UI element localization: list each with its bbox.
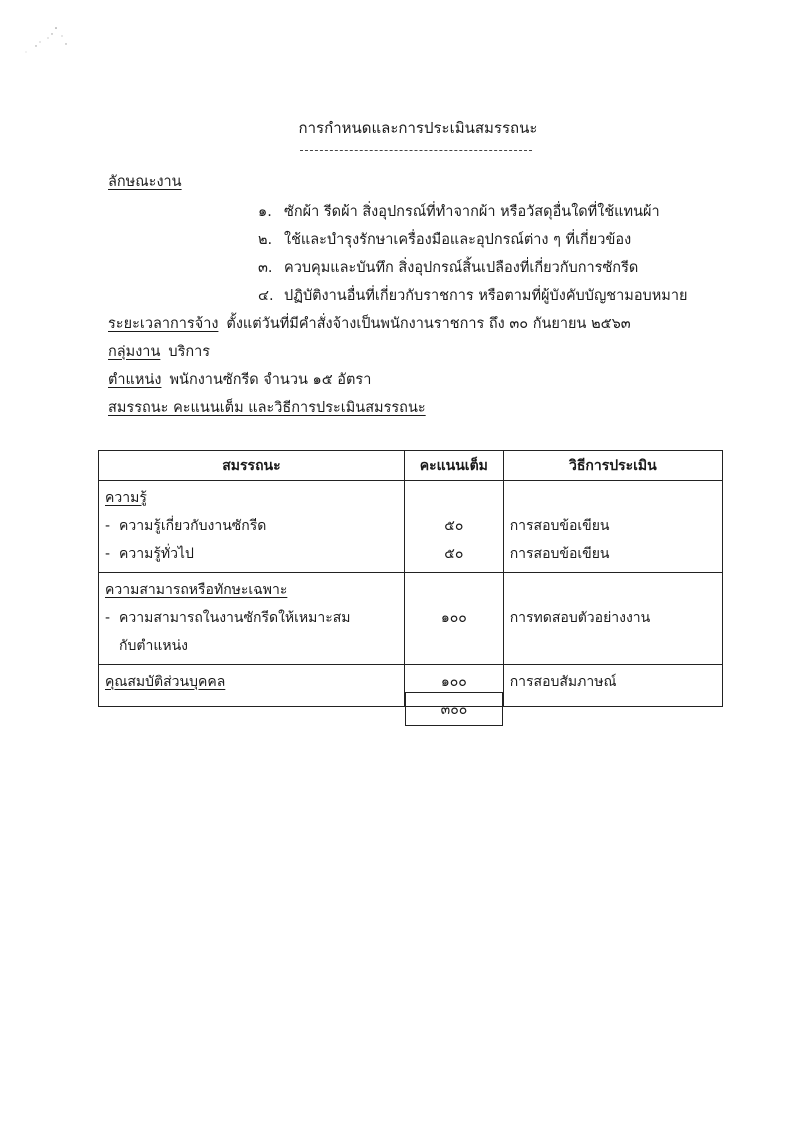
group-title-knowledge: ความรู้ (105, 490, 147, 506)
employment-period (108, 312, 631, 335)
item-method: การสอบข้อเขียน (509, 518, 610, 534)
duty-item (258, 256, 638, 279)
position-label: ตำแหน่ง (108, 372, 162, 388)
table-header-row (99, 451, 723, 481)
score-cell (404, 573, 503, 665)
duty-text: ซักผ้า รีดผ้า สิ่งอุปกรณ์ที่ทำจากผ้า หรือวัสดุอื่นใดที่ใช้แทนผ้า (284, 204, 660, 220)
document-title: การกำหนดและการประเมินสมรรถนะ (298, 119, 538, 137)
header-score: คะแนนเต็ม (404, 451, 503, 481)
list-item: - ความสามารถในงานซักรีดให้เหมาะสม (105, 610, 351, 626)
duty-text: ควบคุมและบันทึก สิ่งอุปกรณ์สิ้นเปลืองที่เกี่ยวกับการซักรีด (284, 260, 639, 276)
group-title-personal: คุณสมบัติส่วนบุคคล (105, 674, 226, 690)
competency-cell (99, 573, 405, 665)
duty-text: ปฏิบัติงานอื่นที่เกี่ยวกับราชการ หรือตามที่ผู้บังคับบัญชามอบหมาย (284, 288, 688, 304)
duty-item (258, 228, 631, 251)
table-row (99, 573, 723, 665)
item-text: ความสามารถในงานซักรีดให้เหมาะสม (119, 610, 351, 626)
duty-text: ใช้และบำรุงรักษาเครื่องมือและอุปกรณ์ต่าง ๆ ที่เกี่ยวข้อง (284, 232, 632, 248)
duty-item (258, 200, 660, 223)
total-score: ๓๐๐ (405, 692, 503, 726)
item-method: การทดสอบตัวอย่างงาน (509, 610, 651, 626)
item-score: ๕๐ (444, 546, 464, 562)
list-item: - ความรู้เกี่ยวกับงานซักรีด (105, 518, 267, 534)
group-title-skill: ความสามารถหรือทักษะเฉพาะ (105, 582, 288, 598)
score-cell (404, 481, 503, 573)
method-cell (503, 573, 722, 665)
item-score: ๑๐๐ (440, 610, 467, 626)
duty-number: ๑. (258, 204, 272, 220)
item-method: การสอบข้อเขียน (509, 546, 610, 562)
item-text-continued: กับตำแหน่ง (119, 638, 188, 654)
duty-number: ๔. (258, 288, 274, 304)
job-group (108, 340, 210, 363)
scan-speck-marks (18, 22, 78, 62)
duty-number: ๓. (258, 260, 273, 276)
title-dashed-rule (300, 150, 532, 151)
header-competency: สมรรถนะ (99, 451, 405, 481)
list-item: - ความรู้ทั่วไป (105, 546, 194, 562)
employment-period-label: ระยะเวลาการจ้าง (108, 316, 219, 332)
competency-cell (99, 665, 405, 707)
table-row (99, 481, 723, 573)
item-text: ความรู้ทั่วไป (119, 546, 194, 562)
item-score: ๕๐ (444, 518, 464, 534)
competency-cell (99, 481, 405, 573)
item-method: การสอบสัมภาษณ์ (509, 674, 617, 690)
employment-period-value: ตั้งแต่วันที่มีคำสั่งจ้างเป็นพนักงานราชการ ถึง ๓๐ กันยายน ๒๕๖๓ (226, 316, 631, 332)
method-cell (503, 665, 722, 707)
header-method: วิธีการประเมิน (503, 451, 722, 481)
item-score: ๑๐๐ (440, 674, 467, 690)
competency-heading: สมรรถนะ คะแนนเต็ม และวิธีการประเมินสมรรถนะ (108, 400, 426, 416)
item-text: ความรู้เกี่ยวกับงานซักรีด (119, 518, 267, 534)
duty-number: ๒. (258, 232, 273, 248)
job-group-label: กลุ่มงาน (108, 344, 161, 360)
method-cell (503, 481, 722, 573)
duty-item (258, 284, 688, 307)
position-value: พนักงานซักรีด จำนวน ๑๕ อัตรา (169, 372, 372, 388)
competency-table (98, 450, 723, 707)
job-group-value: บริการ (168, 344, 211, 360)
position (108, 368, 371, 391)
duties-heading: ลักษณะงาน (108, 174, 182, 190)
